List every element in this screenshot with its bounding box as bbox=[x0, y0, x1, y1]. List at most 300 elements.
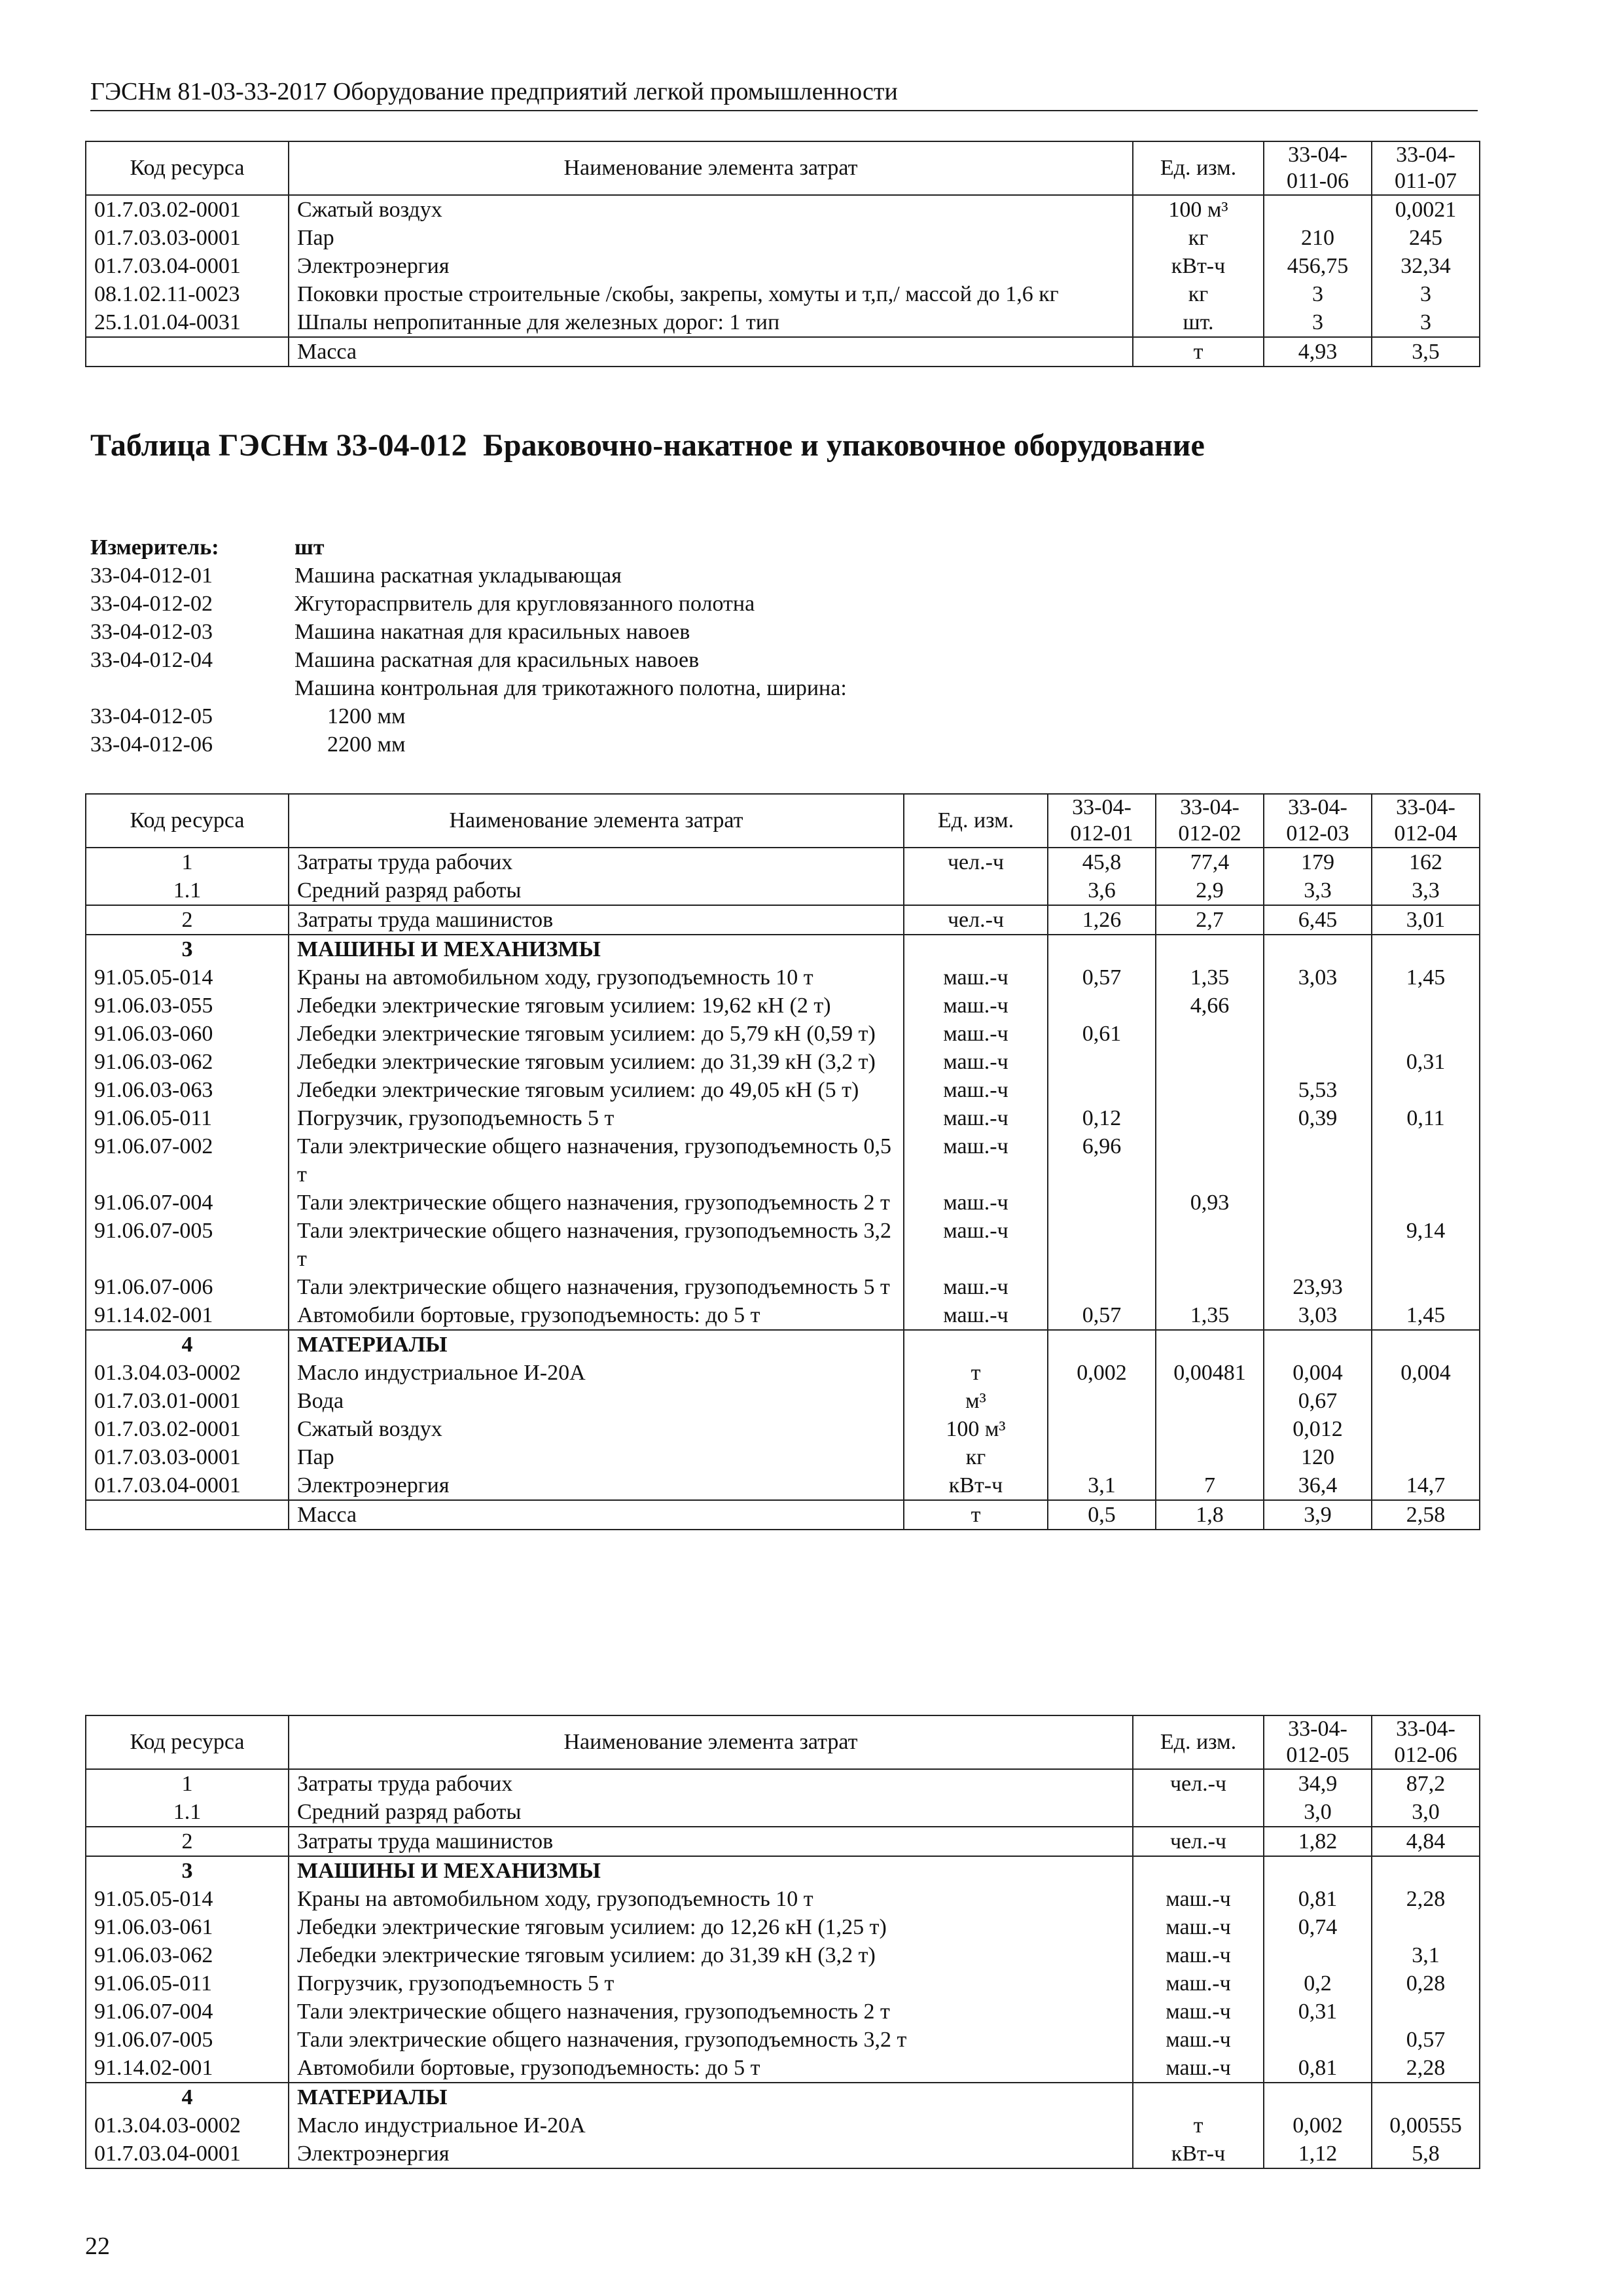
resource-name: Масло индустриальное И-20А bbox=[289, 1359, 904, 1387]
table-row bbox=[86, 1443, 1480, 1471]
resource-value bbox=[1264, 935, 1372, 963]
resource-value: 120 bbox=[1264, 1443, 1372, 1471]
resource-code: 91.14.02-001 bbox=[86, 1301, 289, 1330]
table-header-row bbox=[86, 141, 1480, 195]
resource-value: 6,45 bbox=[1264, 905, 1372, 935]
resource-code: 1.1 bbox=[86, 876, 289, 905]
item-text: 1200 мм bbox=[327, 704, 406, 728]
resource-name: Тали электрические общего назначения, грузоподъемность 2 т bbox=[289, 1189, 904, 1217]
resource-value: 3,5 bbox=[1372, 337, 1480, 367]
table-row bbox=[86, 1104, 1480, 1132]
column-header-name: Наименование элемента затрат bbox=[289, 141, 1133, 195]
resource-code: 4 bbox=[86, 1330, 289, 1359]
resource-value bbox=[1264, 1217, 1372, 1273]
resource-value bbox=[1372, 992, 1480, 1020]
resource-value: 4,66 bbox=[1156, 992, 1264, 1020]
table-row bbox=[86, 252, 1480, 280]
measure-item bbox=[90, 646, 847, 674]
resource-value bbox=[1372, 935, 1480, 963]
table-row bbox=[86, 280, 1480, 308]
resource-value: 0,67 bbox=[1264, 1387, 1372, 1415]
resource-code: 91.06.07-002 bbox=[86, 1132, 289, 1189]
table-row bbox=[86, 2083, 1480, 2111]
table-row bbox=[86, 1217, 1480, 1273]
resource-unit: маш.-ч bbox=[904, 992, 1048, 1020]
resource-value: 3,0 bbox=[1264, 1798, 1372, 1827]
resource-name: Тали электрические общего назначения, грузоподъемность 5 т bbox=[289, 1273, 904, 1301]
table-row bbox=[86, 2026, 1480, 2054]
resource-code: 2 bbox=[86, 905, 289, 935]
resource-name: Краны на автомобильном ходу, грузоподъемность 10 т bbox=[289, 1885, 1133, 1913]
resource-name: Затраты труда рабочих bbox=[289, 1769, 1133, 1798]
resource-value: 0,0021 bbox=[1372, 195, 1480, 224]
resource-value bbox=[1156, 1020, 1264, 1048]
resource-value: 0,57 bbox=[1048, 1301, 1156, 1330]
measure-block bbox=[90, 533, 847, 759]
resource-name: Пар bbox=[289, 1443, 904, 1471]
resource-code: 91.06.03-060 bbox=[86, 1020, 289, 1048]
resource-value: 1,12 bbox=[1264, 2140, 1372, 2168]
item-code: 33-04-012-06 bbox=[90, 732, 213, 757]
resource-value: 0,57 bbox=[1372, 2026, 1480, 2054]
resource-value: 3,9 bbox=[1264, 1500, 1372, 1530]
table-row bbox=[86, 1330, 1480, 1359]
resource-code: 25.1.01.04-0031 bbox=[86, 308, 289, 337]
table-name: Браковочно-накатное и упаковочное оборудование bbox=[483, 428, 1205, 463]
resource-value: 87,2 bbox=[1372, 1769, 1480, 1798]
resource-value: 0,61 bbox=[1048, 1020, 1156, 1048]
resource-name: МАШИНЫ И МЕХАНИЗМЫ bbox=[289, 1856, 1133, 1885]
resource-value: 1,8 bbox=[1156, 1500, 1264, 1530]
resource-value bbox=[1264, 195, 1372, 224]
resource-value bbox=[1048, 1273, 1156, 1301]
resource-value bbox=[1264, 1856, 1372, 1885]
table-row bbox=[86, 224, 1480, 252]
table-row bbox=[86, 935, 1480, 963]
resource-unit: маш.-ч bbox=[904, 1132, 1048, 1189]
resource-value bbox=[1048, 1387, 1156, 1415]
resource-value: 3,1 bbox=[1048, 1471, 1156, 1500]
resource-unit: чел.-ч bbox=[1133, 1827, 1264, 1856]
resource-name: Лебедки электрические тяговым усилием: до 5,79 кН (0,59 т) bbox=[289, 1020, 904, 1048]
table-row bbox=[86, 1048, 1480, 1076]
table-row bbox=[86, 1132, 1480, 1189]
resource-name: Тали электрические общего назначения, грузоподъемность 3,2 т bbox=[289, 1217, 904, 1273]
resource-value: 3 bbox=[1264, 280, 1372, 308]
resource-value: 45,8 bbox=[1048, 848, 1156, 876]
resource-value: 0,93 bbox=[1156, 1189, 1264, 1217]
resource-unit: т bbox=[1133, 2111, 1264, 2140]
column-header-value: 33-04- 012-02 bbox=[1156, 794, 1264, 848]
item-text: Машина раскатная укладывающая bbox=[294, 564, 622, 588]
resource-name: МАТЕРИАЛЫ bbox=[289, 1330, 904, 1359]
resource-code: 91.06.05-011 bbox=[86, 1969, 289, 1998]
measure-item bbox=[90, 562, 847, 590]
resource-value bbox=[1156, 1217, 1264, 1273]
measure-item bbox=[90, 730, 847, 759]
resource-value: 2,58 bbox=[1372, 1500, 1480, 1530]
table-header-row bbox=[86, 794, 1480, 848]
table-row bbox=[86, 1769, 1480, 1798]
resource-code: 4 bbox=[86, 2083, 289, 2111]
table-row bbox=[86, 2140, 1480, 2168]
resource-value: 36,4 bbox=[1264, 1471, 1372, 1500]
resource-code: 91.06.07-005 bbox=[86, 1217, 289, 1273]
column-header-unit: Ед. изм. bbox=[1133, 141, 1264, 195]
resource-name: Затраты труда машинистов bbox=[289, 905, 904, 935]
column-header-code: Код ресурса bbox=[86, 141, 289, 195]
resource-name: Масло индустриальное И-20А bbox=[289, 2111, 1133, 2140]
resource-unit: кВт-ч bbox=[1133, 2140, 1264, 2168]
item-code: 33-04-012-05 bbox=[90, 704, 213, 728]
resource-code: 01.7.03.04-0001 bbox=[86, 1471, 289, 1500]
table-number: Таблица ГЭСНм 33-04-012 bbox=[90, 428, 467, 463]
resource-value: 456,75 bbox=[1264, 252, 1372, 280]
table-row bbox=[86, 308, 1480, 337]
resource-code: 01.7.03.04-0001 bbox=[86, 252, 289, 280]
resource-value: 3,6 bbox=[1048, 876, 1156, 905]
table-row bbox=[86, 1827, 1480, 1856]
resource-code: 91.06.07-004 bbox=[86, 1998, 289, 2026]
resource-value bbox=[1048, 1443, 1156, 1471]
resource-name: Тали электрические общего назначения, грузоподъемность 3,2 т bbox=[289, 2026, 1133, 2054]
resource-code: 01.7.03.04-0001 bbox=[86, 2140, 289, 2168]
resource-unit: шт. bbox=[1133, 308, 1264, 337]
resource-unit: маш.-ч bbox=[1133, 1885, 1264, 1913]
resource-code: 01.7.03.02-0001 bbox=[86, 1415, 289, 1443]
resource-value: 0,004 bbox=[1264, 1359, 1372, 1387]
table-row bbox=[86, 1941, 1480, 1969]
resource-value: 77,4 bbox=[1156, 848, 1264, 876]
resource-value: 3,3 bbox=[1264, 876, 1372, 905]
resource-value: 0,5 bbox=[1048, 1500, 1156, 1530]
resource-value: 0,31 bbox=[1372, 1048, 1480, 1076]
table-row bbox=[86, 1998, 1480, 2026]
resource-unit bbox=[904, 935, 1048, 963]
resource-value bbox=[1156, 1076, 1264, 1104]
resource-name: Средний разряд работы bbox=[289, 876, 904, 905]
resource-value: 3,0 bbox=[1372, 1798, 1480, 1827]
resource-code bbox=[86, 1500, 289, 1530]
table-title bbox=[90, 427, 1205, 465]
resource-value: 3,03 bbox=[1264, 963, 1372, 992]
resource-name: Краны на автомобильном ходу, грузоподъемность 10 т bbox=[289, 963, 904, 992]
measure-item bbox=[90, 618, 847, 646]
column-header-value: 33-04- 011-06 bbox=[1264, 141, 1372, 195]
resource-code: 01.3.04.03-0002 bbox=[86, 2111, 289, 2140]
resource-name: Сжатый воздух bbox=[289, 1415, 904, 1443]
resource-unit: 100 м³ bbox=[904, 1415, 1048, 1443]
resource-unit: маш.-ч bbox=[904, 1104, 1048, 1132]
resource-code: 01.7.03.01-0001 bbox=[86, 1387, 289, 1415]
resource-code bbox=[86, 337, 289, 367]
column-header-value: 33-04- 012-05 bbox=[1264, 1715, 1372, 1769]
resource-name: Электроэнергия bbox=[289, 2140, 1133, 2168]
resource-name: МАТЕРИАЛЫ bbox=[289, 2083, 1133, 2111]
resource-unit: кВт-ч bbox=[1133, 252, 1264, 280]
mass-row bbox=[86, 1500, 1480, 1530]
resource-value: 0,12 bbox=[1048, 1104, 1156, 1132]
resource-value: 5,8 bbox=[1372, 2140, 1480, 2168]
resource-name: Шпалы непропитанные для железных дорог: 1 тип bbox=[289, 308, 1133, 337]
resource-value: 34,9 bbox=[1264, 1769, 1372, 1798]
resource-unit: маш.-ч bbox=[904, 1048, 1048, 1076]
resource-unit: чел.-ч bbox=[904, 905, 1048, 935]
resource-value: 9,14 bbox=[1372, 1217, 1480, 1273]
resource-code: 91.06.07-006 bbox=[86, 1273, 289, 1301]
resource-value: 210 bbox=[1264, 224, 1372, 252]
table-row bbox=[86, 1301, 1480, 1330]
resource-value: 6,96 bbox=[1048, 1132, 1156, 1189]
resource-value: 1,35 bbox=[1156, 963, 1264, 992]
column-header-name: Наименование элемента затрат bbox=[289, 1715, 1133, 1769]
resource-unit: маш.-ч bbox=[1133, 1913, 1264, 1941]
resource-value: 0,39 bbox=[1264, 1104, 1372, 1132]
resource-value: 14,7 bbox=[1372, 1471, 1480, 1500]
resource-unit: маш.-ч bbox=[1133, 2054, 1264, 2083]
resource-value bbox=[1372, 1132, 1480, 1189]
resource-value bbox=[1372, 1856, 1480, 1885]
resource-value: 4,93 bbox=[1264, 337, 1372, 367]
resource-value: 4,84 bbox=[1372, 1827, 1480, 1856]
resource-code: 91.06.03-062 bbox=[86, 1048, 289, 1076]
column-header-unit: Ед. изм. bbox=[904, 794, 1048, 848]
resource-value: 245 bbox=[1372, 224, 1480, 252]
table-row bbox=[86, 1020, 1480, 1048]
measure-value: шт bbox=[294, 535, 325, 560]
resource-unit: кВт-ч bbox=[904, 1471, 1048, 1500]
resource-value bbox=[1156, 935, 1264, 963]
resource-unit: маш.-ч bbox=[904, 1189, 1048, 1217]
resource-code: 01.7.03.02-0001 bbox=[86, 195, 289, 224]
resource-code: 1.1 bbox=[86, 1798, 289, 1827]
resource-value: 0,81 bbox=[1264, 1885, 1372, 1913]
resource-unit: маш.-ч bbox=[904, 1217, 1048, 1273]
column-header-value: 33-04- 012-01 bbox=[1048, 794, 1156, 848]
resource-value bbox=[1156, 1415, 1264, 1443]
resource-value bbox=[1156, 1132, 1264, 1189]
table-row bbox=[86, 1471, 1480, 1500]
resource-value: 3 bbox=[1372, 308, 1480, 337]
resource-unit: маш.-ч bbox=[904, 1301, 1048, 1330]
resource-value: 0,00481 bbox=[1156, 1359, 1264, 1387]
resource-value bbox=[1264, 2083, 1372, 2111]
resource-code: 1 bbox=[86, 1769, 289, 1798]
resource-code: 08.1.02.11-0023 bbox=[86, 280, 289, 308]
resource-value bbox=[1048, 1415, 1156, 1443]
resource-value bbox=[1048, 992, 1156, 1020]
resource-value: 1,82 bbox=[1264, 1827, 1372, 1856]
resource-unit bbox=[904, 876, 1048, 905]
measure-item bbox=[90, 674, 847, 702]
resource-value bbox=[1264, 992, 1372, 1020]
item-code: 33-04-012-03 bbox=[90, 620, 213, 644]
resource-value: 3 bbox=[1372, 280, 1480, 308]
resource-value bbox=[1372, 1387, 1480, 1415]
resource-value: 162 bbox=[1372, 848, 1480, 876]
resource-table-012-a bbox=[85, 793, 1480, 1530]
resource-value: 5,53 bbox=[1264, 1076, 1372, 1104]
resource-value bbox=[1372, 1076, 1480, 1104]
resource-unit bbox=[1133, 1856, 1264, 1885]
table-row bbox=[86, 1415, 1480, 1443]
resource-name: Погрузчик, грузоподъемность 5 т bbox=[289, 1969, 1133, 1998]
resource-value: 1,45 bbox=[1372, 963, 1480, 992]
resource-unit: 100 м³ bbox=[1133, 195, 1264, 224]
resource-value bbox=[1372, 2083, 1480, 2111]
resource-unit: кг bbox=[1133, 224, 1264, 252]
resource-code: 01.7.03.03-0001 bbox=[86, 1443, 289, 1471]
resource-value bbox=[1048, 1330, 1156, 1359]
resource-value: 179 bbox=[1264, 848, 1372, 876]
table-row bbox=[86, 905, 1480, 935]
resource-value bbox=[1372, 1415, 1480, 1443]
resource-value: 3,1 bbox=[1372, 1941, 1480, 1969]
resource-unit: т bbox=[904, 1359, 1048, 1387]
resource-code: 3 bbox=[86, 1856, 289, 1885]
resource-name: Затраты труда рабочих bbox=[289, 848, 904, 876]
resource-unit: маш.-ч bbox=[904, 963, 1048, 992]
column-header-code: Код ресурса bbox=[86, 794, 289, 848]
resource-name: Лебедки электрические тяговым усилием: до 31,39 кН (3,2 т) bbox=[289, 1048, 904, 1076]
resource-unit: маш.-ч bbox=[904, 1020, 1048, 1048]
resource-value: 23,93 bbox=[1264, 1273, 1372, 1301]
table-row bbox=[86, 1913, 1480, 1941]
measure-item bbox=[90, 702, 847, 730]
resource-value: 0,2 bbox=[1264, 1969, 1372, 1998]
resource-code: 91.06.03-062 bbox=[86, 1941, 289, 1969]
measure-item bbox=[90, 590, 847, 618]
resource-unit: т bbox=[1133, 337, 1264, 367]
item-text: Машина накатная для красильных навоев bbox=[294, 620, 690, 644]
resource-value: 3 bbox=[1264, 308, 1372, 337]
item-text: Жгутораспрвитель для кругловязанного полотна bbox=[294, 592, 755, 616]
resource-name: Автомобили бортовые, грузоподъемность: до 5 т bbox=[289, 1301, 904, 1330]
table-row bbox=[86, 1798, 1480, 1827]
resource-value bbox=[1156, 1330, 1264, 1359]
resource-code: 1 bbox=[86, 848, 289, 876]
item-text: 2200 мм bbox=[327, 732, 406, 757]
resource-value bbox=[1372, 1998, 1480, 2026]
column-header-name: Наименование элемента затрат bbox=[289, 794, 904, 848]
table-row bbox=[86, 1387, 1480, 1415]
resource-value bbox=[1264, 1132, 1372, 1189]
resource-value bbox=[1156, 1048, 1264, 1076]
resource-code: 91.06.05-011 bbox=[86, 1104, 289, 1132]
page-header: ГЭСНм 81-03-33-2017 Оборудование предприятий легкой промышленности bbox=[90, 77, 1478, 111]
resource-value: 3,01 bbox=[1372, 905, 1480, 935]
resource-name: Тали электрические общего назначения, грузоподъемность 2 т bbox=[289, 1998, 1133, 2026]
table-row bbox=[86, 1076, 1480, 1104]
resource-value bbox=[1156, 1387, 1264, 1415]
resource-unit: маш.-ч bbox=[1133, 2026, 1264, 2054]
resource-unit: маш.-ч bbox=[1133, 1998, 1264, 2026]
resource-unit: маш.-ч bbox=[1133, 1941, 1264, 1969]
resource-value bbox=[1372, 1913, 1480, 1941]
table-row bbox=[86, 195, 1480, 224]
resource-unit: маш.-ч bbox=[904, 1273, 1048, 1301]
item-code: 33-04-012-01 bbox=[90, 564, 213, 588]
resource-code: 91.06.07-004 bbox=[86, 1189, 289, 1217]
item-text: Машина контрольная для трикотажного полотна, ширина: bbox=[294, 676, 847, 700]
resource-name: Лебедки электрические тяговым усилием: до 12,26 кН (1,25 т) bbox=[289, 1913, 1133, 1941]
table-header-row bbox=[86, 1715, 1480, 1769]
resource-value bbox=[1264, 1189, 1372, 1217]
resource-value bbox=[1048, 1048, 1156, 1076]
resource-unit bbox=[904, 1330, 1048, 1359]
resource-code: 91.05.05-014 bbox=[86, 963, 289, 992]
resource-value bbox=[1048, 1189, 1156, 1217]
item-code bbox=[90, 674, 294, 702]
resource-code: 91.06.03-063 bbox=[86, 1076, 289, 1104]
table-row bbox=[86, 992, 1480, 1020]
table-row bbox=[86, 1359, 1480, 1387]
resource-code: 91.14.02-001 bbox=[86, 2054, 289, 2083]
resource-code: 91.06.07-005 bbox=[86, 2026, 289, 2054]
column-header-code: Код ресурса bbox=[86, 1715, 289, 1769]
resource-unit: кг bbox=[904, 1443, 1048, 1471]
resource-value bbox=[1156, 1443, 1264, 1471]
resource-value: 2,7 bbox=[1156, 905, 1264, 935]
resource-name: Лебедки электрические тяговым усилием: до 31,39 кН (3,2 т) bbox=[289, 1941, 1133, 1969]
resource-unit bbox=[1133, 1798, 1264, 1827]
resource-value bbox=[1048, 935, 1156, 963]
resource-code: 91.06.03-061 bbox=[86, 1913, 289, 1941]
resource-name: Поковки простые строительные /скобы, закрепы, хомуты и т,п,/ массой до 1,6 кг bbox=[289, 280, 1133, 308]
resource-table-011 bbox=[85, 141, 1480, 367]
resource-value: 0,31 bbox=[1264, 1998, 1372, 2026]
resource-value: 3,3 bbox=[1372, 876, 1480, 905]
resource-code: 3 bbox=[86, 935, 289, 963]
resource-value: 7 bbox=[1156, 1471, 1264, 1500]
resource-value bbox=[1264, 1330, 1372, 1359]
resource-value: 1,45 bbox=[1372, 1301, 1480, 1330]
table-row bbox=[86, 1969, 1480, 1998]
resource-value bbox=[1264, 1941, 1372, 1969]
resource-table-012-b bbox=[85, 1715, 1480, 2169]
resource-name: МАШИНЫ И МЕХАНИЗМЫ bbox=[289, 935, 904, 963]
resource-name: Электроэнергия bbox=[289, 1471, 904, 1500]
measure-label: Измеритель: bbox=[90, 535, 219, 560]
item-code: 33-04-012-02 bbox=[90, 592, 213, 616]
table-row bbox=[86, 1856, 1480, 1885]
resource-unit: м³ bbox=[904, 1387, 1048, 1415]
resource-value: 2,28 bbox=[1372, 2054, 1480, 2083]
column-header-value: 33-04- 012-03 bbox=[1264, 794, 1372, 848]
resource-name: Затраты труда машинистов bbox=[289, 1827, 1133, 1856]
resource-value bbox=[1156, 1104, 1264, 1132]
table-row bbox=[86, 876, 1480, 905]
table-row bbox=[86, 848, 1480, 876]
page-number: 22 bbox=[85, 2233, 110, 2260]
resource-unit: т bbox=[904, 1500, 1048, 1530]
resource-name: Вода bbox=[289, 1387, 904, 1415]
table-row bbox=[86, 2054, 1480, 2083]
resource-code: 91.06.03-055 bbox=[86, 992, 289, 1020]
table-row bbox=[86, 2111, 1480, 2140]
resource-name: Тали электрические общего назначения, грузоподъемность 0,5 т bbox=[289, 1132, 904, 1189]
resource-value: 0,74 bbox=[1264, 1913, 1372, 1941]
table-row bbox=[86, 1885, 1480, 1913]
column-header-unit: Ед. изм. bbox=[1133, 1715, 1264, 1769]
resource-value bbox=[1048, 1217, 1156, 1273]
resource-value: 0,81 bbox=[1264, 2054, 1372, 2083]
resource-code: 01.7.03.03-0001 bbox=[86, 224, 289, 252]
resource-value: 0,57 bbox=[1048, 963, 1156, 992]
resource-name: Масса bbox=[289, 1500, 904, 1530]
resource-value: 1,35 bbox=[1156, 1301, 1264, 1330]
table-row bbox=[86, 1189, 1480, 1217]
